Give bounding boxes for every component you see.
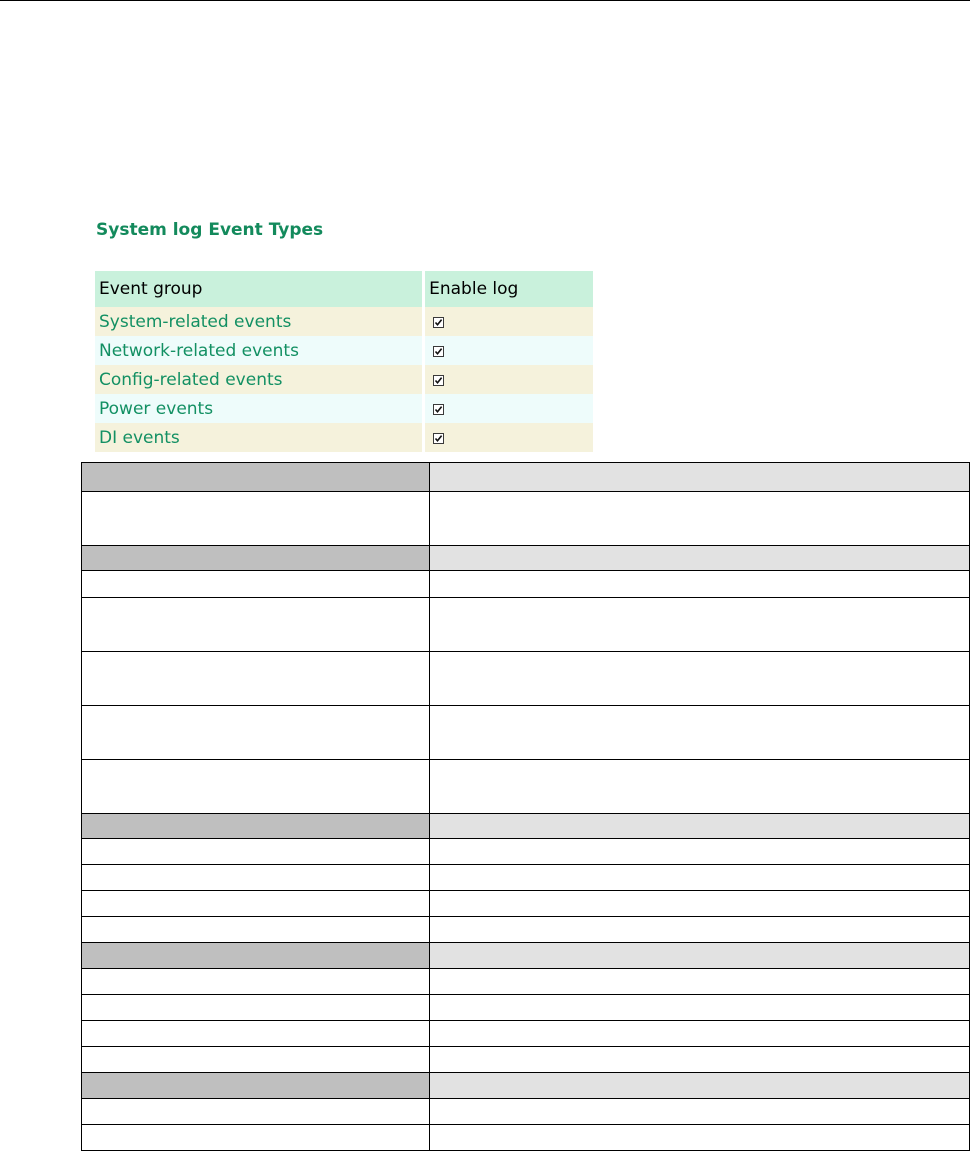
section-header-row <box>82 814 970 839</box>
section-key-cell <box>82 463 430 492</box>
table-cell <box>430 598 970 652</box>
section-key-cell <box>82 943 430 969</box>
event-row-config <box>95 365 593 394</box>
table-cell <box>430 995 970 1021</box>
table-cell <box>430 891 970 917</box>
table-row <box>82 839 970 865</box>
event-group-header: Event group <box>95 271 422 307</box>
table-cell <box>430 652 970 706</box>
table-cell <box>82 995 430 1021</box>
table-cell <box>82 1099 430 1125</box>
event-check-cell <box>422 423 593 452</box>
checkmark-icon <box>434 318 443 327</box>
enable-log-checkbox-di[interactable] <box>433 433 444 444</box>
table-cell <box>82 652 430 706</box>
table-cell <box>82 917 430 943</box>
section-value-cell <box>430 1073 970 1099</box>
table-row <box>82 995 970 1021</box>
section-key-cell <box>82 546 430 571</box>
table-cell <box>430 1047 970 1073</box>
table-cell <box>430 839 970 865</box>
table-row <box>82 760 970 814</box>
table-row <box>82 1099 970 1125</box>
event-label-power: Power events <box>95 394 422 423</box>
table-row <box>82 492 970 546</box>
section-value-cell <box>430 463 970 492</box>
table-row <box>82 598 970 652</box>
table-cell <box>82 492 430 546</box>
enable-log-checkbox-config[interactable] <box>433 375 444 386</box>
table-cell <box>82 891 430 917</box>
table-row <box>82 571 970 598</box>
table-cell <box>82 760 430 814</box>
table-row <box>82 917 970 943</box>
section-value-cell <box>430 943 970 969</box>
section-value-cell <box>430 814 970 839</box>
table-cell <box>430 1125 970 1151</box>
enable-log-header: Enable log <box>422 271 593 307</box>
table-cell <box>430 865 970 891</box>
enable-log-checkbox-network[interactable] <box>433 346 444 357</box>
table-cell <box>430 1099 970 1125</box>
enable-log-checkbox-system[interactable] <box>433 317 444 328</box>
table-cell <box>82 839 430 865</box>
event-check-cell <box>422 394 593 423</box>
event-row-di <box>95 423 593 452</box>
event-description-table <box>81 462 970 1151</box>
checkmark-icon <box>434 405 443 414</box>
table-cell <box>82 1047 430 1073</box>
table-row <box>82 891 970 917</box>
event-label-system: System-related events <box>95 307 422 336</box>
enable-log-checkbox-power[interactable] <box>433 404 444 415</box>
table-row <box>82 1047 970 1073</box>
checkmark-icon <box>434 434 443 443</box>
event-check-cell <box>422 336 593 365</box>
event-row-system <box>95 307 593 336</box>
table-cell <box>82 1021 430 1047</box>
top-rule <box>0 0 970 1</box>
event-row-power <box>95 394 593 423</box>
section-value-cell <box>430 546 970 571</box>
section-header-row <box>82 1073 970 1099</box>
table-cell <box>430 706 970 760</box>
event-check-cell <box>422 307 593 336</box>
table-cell <box>82 969 430 995</box>
event-label-di: DI events <box>95 423 422 452</box>
event-check-cell <box>422 365 593 394</box>
table-row <box>82 1125 970 1151</box>
table-cell <box>82 571 430 598</box>
table-row <box>82 969 970 995</box>
table-cell <box>430 760 970 814</box>
checkmark-icon <box>434 376 443 385</box>
table-cell <box>430 492 970 546</box>
section-header-row <box>82 943 970 969</box>
table-cell <box>430 1021 970 1047</box>
event-table-header <box>95 271 593 307</box>
table-cell <box>430 571 970 598</box>
event-types-table <box>95 271 593 452</box>
table-row <box>82 706 970 760</box>
panel-title: System log Event Types <box>96 220 324 240</box>
checkmark-icon <box>434 347 443 356</box>
event-row-network <box>95 336 593 365</box>
table-cell <box>430 969 970 995</box>
table-cell <box>82 865 430 891</box>
section-header-row <box>82 546 970 571</box>
section-key-cell <box>82 1073 430 1099</box>
table-cell <box>82 598 430 652</box>
section-header-row <box>82 463 970 492</box>
table-row <box>82 865 970 891</box>
table-cell <box>82 1125 430 1151</box>
table-cell <box>82 706 430 760</box>
section-key-cell <box>82 814 430 839</box>
event-label-config: Config-related events <box>95 365 422 394</box>
table-row <box>82 652 970 706</box>
event-label-network: Network-related events <box>95 336 422 365</box>
table-cell <box>430 917 970 943</box>
table-row <box>82 1021 970 1047</box>
